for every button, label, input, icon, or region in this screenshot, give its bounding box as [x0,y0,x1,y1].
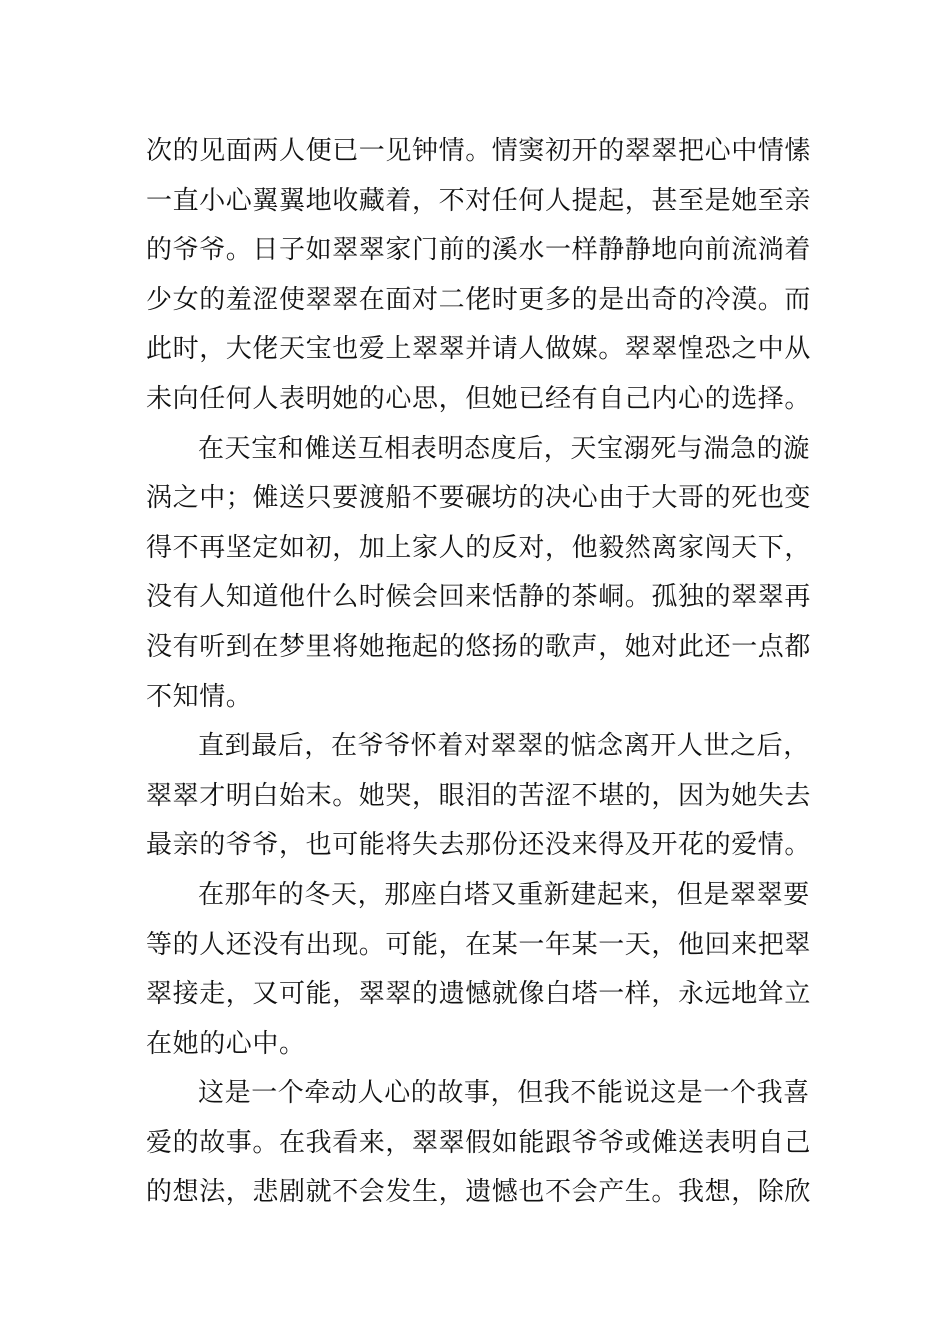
text-line: 不知情。 [146,681,253,712]
text-line: 翠接走，又可能，翠翠的遗憾就像白塔一样，永远地耸立 [146,979,812,1010]
text-line: 涡之中；傩送只要渡船不要碾坊的决心由于大哥的死也变 [146,483,812,514]
text-line: 得不再坚定如初，加上家人的反对，他毅然离家闯天下， [146,532,812,563]
paragraph-first-line: 直到最后，在爷爷怀着对翠翠的惦念离开人世之后， [198,731,810,762]
text-line: 的想法，悲剧就不会发生，遗憾也不会产生。我想，除欣 [146,1177,812,1208]
text-line: 没有人知道他什么时候会回来恬静的茶峒。孤独的翠翠再 [146,582,812,613]
text-line: 的爷爷。日子如翠翠家门前的溪水一样静静地向前流淌着 [146,235,812,266]
text-line: 此时，大佬天宝也爱上翠翠并请人做媒。翠翠惶恐之中从 [146,334,812,365]
text-line: 一直小心翼翼地收藏着，不对任何人提起，甚至是她至亲 [146,185,812,216]
paragraph-first-line: 在那年的冬天，那座白塔又重新建起来，但是翠翠要 [198,879,810,910]
paragraph-first-line: 在天宝和傩送互相表明态度后，天宝溺死与湍急的漩 [198,433,810,464]
text-line: 没有听到在梦里将她拖起的悠扬的歌声，她对此还一点都 [146,631,812,662]
text-line: 等的人还没有出现。可能，在某一年某一天，他回来把翠 [146,929,812,960]
document-body [146,127,812,1218]
text-line: 爱的故事。在我看来，翠翠假如能跟爷爷或傩送表明自己 [146,1127,812,1158]
text-line: 在她的心中。 [146,1028,306,1059]
text-line: 未向任何人表明她的心思，但她已经有自己内心的选择。 [146,383,812,414]
text-line: 次的见面两人便已一见钟情。情窦初开的翠翠把心中情愫 [146,136,812,166]
text-line: 少女的羞涩使翠翠在面对二佬时更多的是出奇的冷漠。而 [146,284,812,315]
text-line: 翠翠才明白始末。她哭，眼泪的苦涩不堪的，因为她失去 [146,780,812,811]
paragraph-first-line: 这是一个牵动人心的故事，但我不能说这是一个我喜 [198,1078,810,1109]
text-line: 最亲的爷爷，也可能将失去那份还没来得及开花的爱情。 [146,830,812,861]
